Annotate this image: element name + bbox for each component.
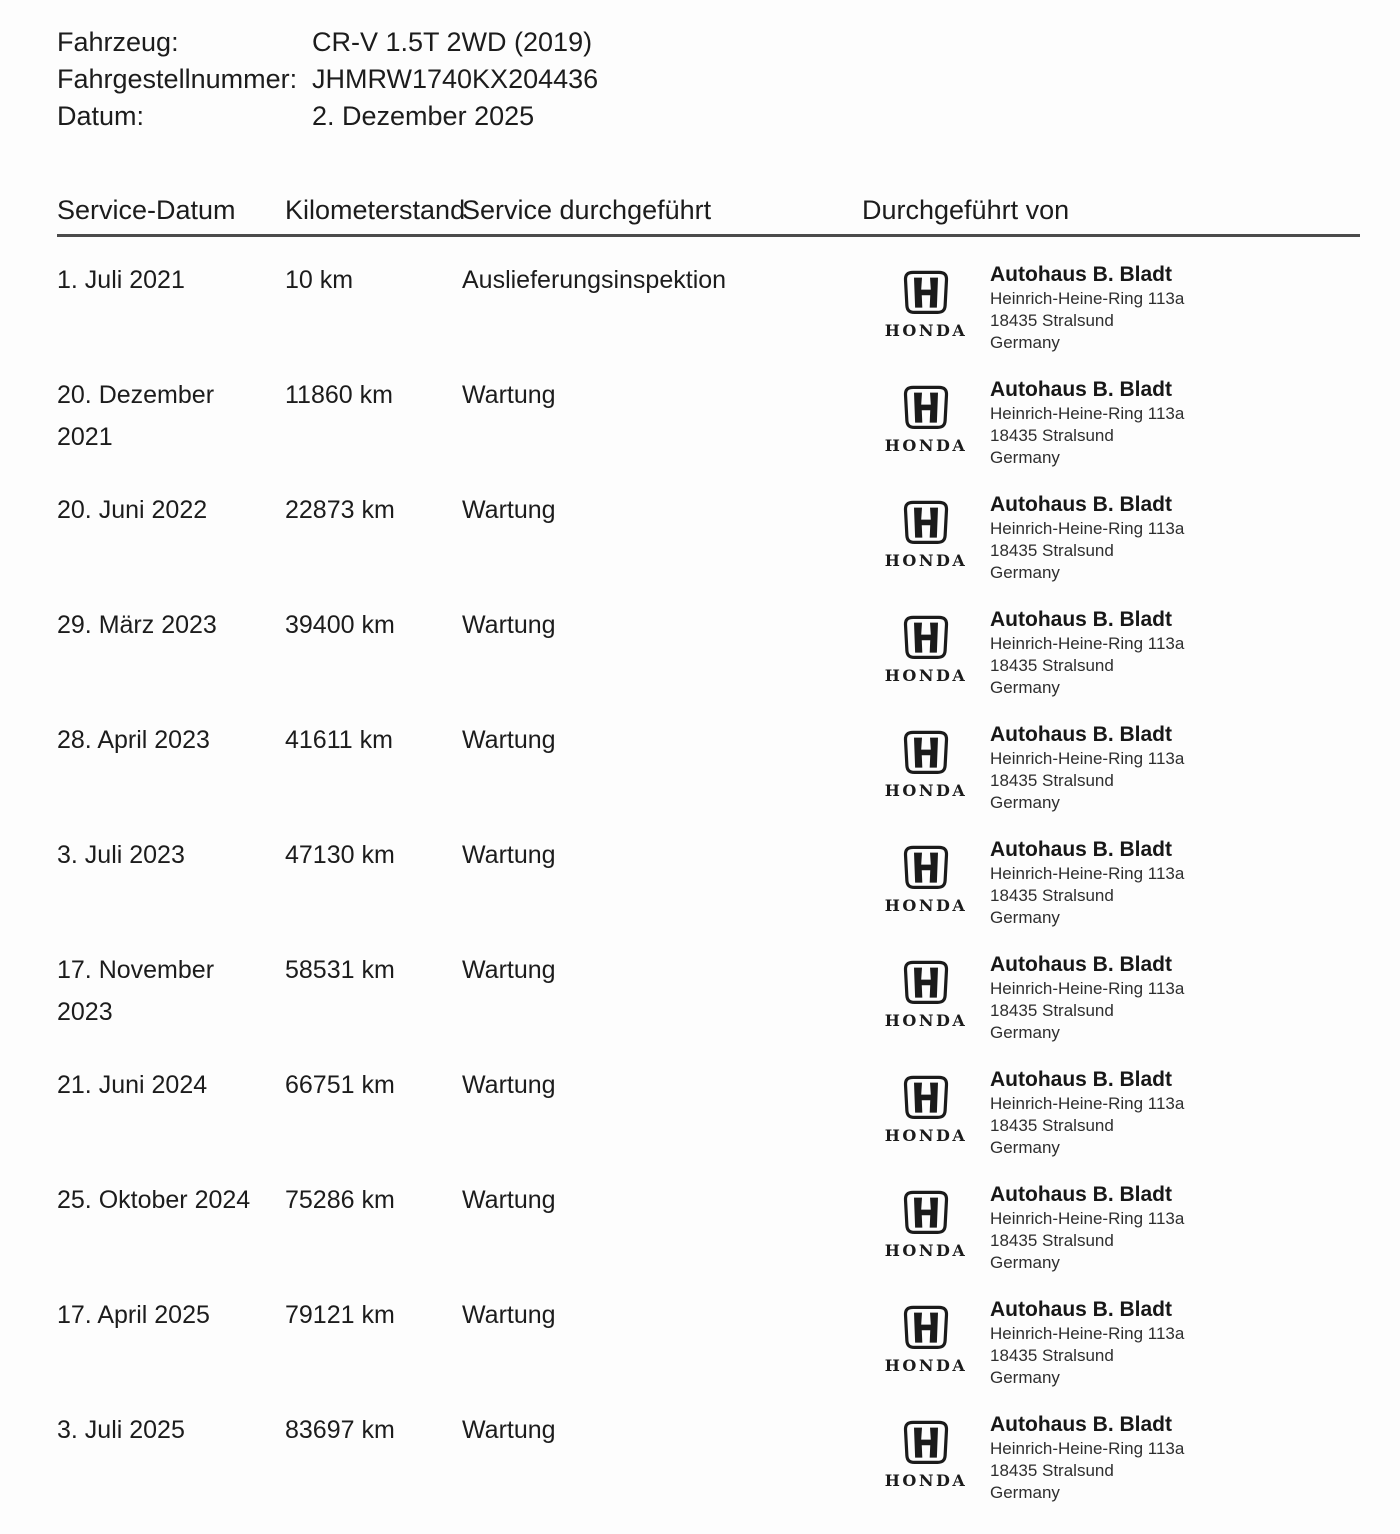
performed-by-cell: [862, 949, 1360, 1044]
honda-logo: [862, 604, 990, 684]
dealer-city: 18435 Stralsund: [990, 1231, 1114, 1250]
dealer-name: Autohaus B. Bladt: [990, 378, 1172, 401]
performed-by-cell: [862, 604, 1360, 699]
dealer-street: Heinrich-Heine-Ring 113a: [990, 1324, 1185, 1343]
dealer-country: Germany: [990, 1483, 1060, 1502]
honda-logo: [862, 834, 990, 914]
odometer-cell: 39400 km: [285, 611, 395, 639]
table-row: [57, 834, 1360, 949]
dealer-city: 18435 Stralsund: [990, 426, 1114, 445]
performed-by-cell: [862, 374, 1360, 469]
table-row: [57, 1179, 1360, 1294]
honda-h-icon: [902, 611, 950, 663]
table-row: [57, 1294, 1360, 1409]
service-performed-cell: Wartung: [462, 1416, 556, 1444]
dealer-city: 18435 Stralsund: [990, 886, 1114, 905]
service-date-cell: 25. Oktober 2024: [57, 1186, 251, 1214]
honda-logo: [862, 374, 990, 454]
odometer-cell: 10 km: [285, 266, 354, 294]
service-date-cell: 21. Juni 2024: [57, 1071, 208, 1099]
dealer-name: Autohaus B. Bladt: [990, 1183, 1172, 1206]
honda-h-icon: [902, 381, 950, 433]
service-date-cell: 3. Juli 2023: [57, 841, 185, 869]
honda-logo: [862, 1064, 990, 1144]
odometer-cell: 11860 km: [285, 381, 393, 409]
dealer-city: 18435 Stralsund: [990, 771, 1114, 790]
honda-wordmark: HONDA: [884, 551, 968, 570]
table-row: [57, 1064, 1360, 1179]
odometer-cell: 66751 km: [285, 1071, 395, 1099]
service-performed-cell: Wartung: [462, 1301, 556, 1329]
header-divider: [57, 234, 1360, 237]
vehicle-value: CR-V 1.5T 2WD (2019): [312, 27, 593, 57]
dealer-address-block: [990, 259, 1184, 354]
honda-wordmark: HONDA: [884, 1471, 968, 1490]
dealer-address-block: [990, 949, 1184, 1044]
honda-h-icon: [902, 1186, 950, 1238]
service-performed-cell: Auslieferungsinspektion: [462, 266, 727, 294]
odometer-cell: 41611 km: [285, 726, 393, 754]
service-date-cell: 1. Juli 2021: [57, 266, 185, 294]
dealer-country: Germany: [990, 908, 1060, 927]
dealer-city: 18435 Stralsund: [990, 1461, 1114, 1480]
dealer-address-block: [990, 1179, 1184, 1274]
honda-wordmark: HONDA: [884, 1356, 968, 1375]
dealer-street: Heinrich-Heine-Ring 113a: [990, 1439, 1185, 1458]
dealer-country: Germany: [990, 448, 1060, 467]
vin-label: Fahrgestellnummer:: [57, 64, 298, 94]
dealer-name: Autohaus B. Bladt: [990, 723, 1172, 746]
dealer-country: Germany: [990, 793, 1060, 812]
dealer-country: Germany: [990, 1368, 1060, 1387]
honda-h-icon: [902, 956, 950, 1008]
honda-wordmark: HONDA: [884, 321, 968, 340]
honda-wordmark: HONDA: [884, 436, 968, 455]
dealer-country: Germany: [990, 563, 1060, 582]
service-date-cell: 17. April 2025: [57, 1301, 210, 1329]
report-date-value: 2. Dezember 2025: [312, 101, 535, 131]
honda-h-icon: [902, 496, 950, 548]
dealer-name: Autohaus B. Bladt: [990, 263, 1172, 286]
dealer-address-block: [990, 834, 1184, 929]
table-row: [57, 374, 1360, 489]
performed-by-cell: [862, 719, 1360, 814]
dealer-address-block: [990, 1409, 1184, 1504]
honda-logo: [862, 259, 990, 339]
dealer-name: Autohaus B. Bladt: [990, 953, 1172, 976]
dealer-address-block: [990, 719, 1184, 814]
dealer-street: Heinrich-Heine-Ring 113a: [990, 979, 1185, 998]
dealer-city: 18435 Stralsund: [990, 656, 1114, 675]
odometer-cell: 75286 km: [285, 1186, 395, 1214]
honda-h-icon: [902, 1416, 950, 1468]
dealer-name: Autohaus B. Bladt: [990, 1068, 1172, 1091]
honda-logo: [862, 719, 990, 799]
performed-by-cell: [862, 1064, 1360, 1159]
dealer-country: Germany: [990, 333, 1060, 352]
table-row: [57, 949, 1360, 1064]
service-performed-cell: Wartung: [462, 496, 556, 524]
dealer-address-block: [990, 1064, 1184, 1159]
honda-logo: [862, 1409, 990, 1489]
odometer-cell: 79121 km: [285, 1301, 395, 1329]
honda-logo: [862, 1294, 990, 1374]
honda-wordmark: HONDA: [884, 896, 968, 915]
honda-logo: [862, 949, 990, 1029]
service-date-cell: 20. Dezember 2021: [57, 381, 215, 451]
dealer-street: Heinrich-Heine-Ring 113a: [990, 864, 1185, 883]
performed-by-cell: [862, 1179, 1360, 1274]
service-performed-cell: Wartung: [462, 381, 556, 409]
honda-h-icon: [902, 841, 950, 893]
performed-by-cell: [862, 834, 1360, 929]
dealer-street: Heinrich-Heine-Ring 113a: [990, 1094, 1185, 1113]
dealer-address-block: [990, 604, 1184, 699]
service-date-cell: 20. Juni 2022: [57, 496, 208, 524]
service-date-cell: 28. April 2023: [57, 726, 210, 754]
service-performed-cell: Wartung: [462, 726, 556, 754]
table-row: [57, 489, 1360, 604]
dealer-country: Germany: [990, 678, 1060, 697]
dealer-country: Germany: [990, 1253, 1060, 1272]
column-header-performed-by: Durchgeführt von: [862, 195, 1070, 225]
dealer-city: 18435 Stralsund: [990, 1346, 1114, 1365]
table-row: [57, 1409, 1360, 1524]
honda-wordmark: HONDA: [884, 781, 968, 800]
dealer-address-block: [990, 1294, 1184, 1389]
honda-h-icon: [902, 1301, 950, 1353]
honda-wordmark: HONDA: [884, 1011, 968, 1030]
dealer-street: Heinrich-Heine-Ring 113a: [990, 634, 1185, 653]
performed-by-cell: [862, 1409, 1360, 1504]
dealer-country: Germany: [990, 1023, 1060, 1042]
performed-by-cell: [862, 259, 1360, 354]
dealer-city: 18435 Stralsund: [990, 1001, 1114, 1020]
dealer-address-block: [990, 489, 1184, 584]
vehicle-label: Fahrzeug:: [57, 27, 179, 57]
dealer-name: Autohaus B. Bladt: [990, 1413, 1172, 1436]
odometer-cell: 22873 km: [285, 496, 395, 524]
dealer-street: Heinrich-Heine-Ring 113a: [990, 749, 1185, 768]
table-row: [57, 604, 1360, 719]
vehicle-info-block: [57, 24, 1360, 135]
service-performed-cell: Wartung: [462, 1071, 556, 1099]
report-date-label: Datum:: [57, 101, 145, 131]
dealer-street: Heinrich-Heine-Ring 113a: [990, 404, 1185, 423]
honda-logo: [862, 1179, 990, 1259]
dealer-name: Autohaus B. Bladt: [990, 838, 1172, 861]
dealer-city: 18435 Stralsund: [990, 1116, 1114, 1135]
honda-logo: [862, 489, 990, 569]
column-header-service-date: Service-Datum: [57, 195, 236, 225]
column-header-odometer: Kilometerstand: [285, 195, 466, 225]
honda-h-icon: [902, 726, 950, 778]
dealer-street: Heinrich-Heine-Ring 113a: [990, 519, 1185, 538]
dealer-country: Germany: [990, 1138, 1060, 1157]
dealer-name: Autohaus B. Bladt: [990, 1298, 1172, 1321]
service-performed-cell: Wartung: [462, 611, 556, 639]
honda-h-icon: [902, 1071, 950, 1123]
dealer-name: Autohaus B. Bladt: [990, 608, 1172, 631]
honda-wordmark: HONDA: [884, 1126, 968, 1145]
dealer-name: Autohaus B. Bladt: [990, 493, 1172, 516]
vin-value: JHMRW1740KX204436: [312, 64, 599, 94]
service-date-cell: 29. März 2023: [57, 611, 217, 639]
dealer-street: Heinrich-Heine-Ring 113a: [990, 1209, 1185, 1228]
service-performed-cell: Wartung: [462, 956, 556, 984]
performed-by-cell: [862, 489, 1360, 584]
table-row: [57, 259, 1360, 374]
table-row: [57, 719, 1360, 834]
service-date-cell: 17. November 2023: [57, 956, 215, 1026]
service-performed-cell: Wartung: [462, 841, 556, 869]
odometer-cell: 83697 km: [285, 1416, 395, 1444]
dealer-city: 18435 Stralsund: [990, 311, 1114, 330]
odometer-cell: 58531 km: [285, 956, 395, 984]
performed-by-cell: [862, 1294, 1360, 1389]
dealer-city: 18435 Stralsund: [990, 541, 1114, 560]
table-header-row: [57, 195, 1360, 225]
odometer-cell: 47130 km: [285, 841, 395, 869]
service-rows: [57, 259, 1360, 1524]
dealer-street: Heinrich-Heine-Ring 113a: [990, 289, 1185, 308]
honda-wordmark: HONDA: [884, 1241, 968, 1260]
service-performed-cell: Wartung: [462, 1186, 556, 1214]
dealer-address-block: [990, 374, 1184, 469]
column-header-service-performed: Service durchgeführt: [462, 195, 712, 225]
honda-wordmark: HONDA: [884, 666, 968, 685]
service-date-cell: 3. Juli 2025: [57, 1416, 185, 1444]
honda-h-icon: [902, 266, 950, 318]
